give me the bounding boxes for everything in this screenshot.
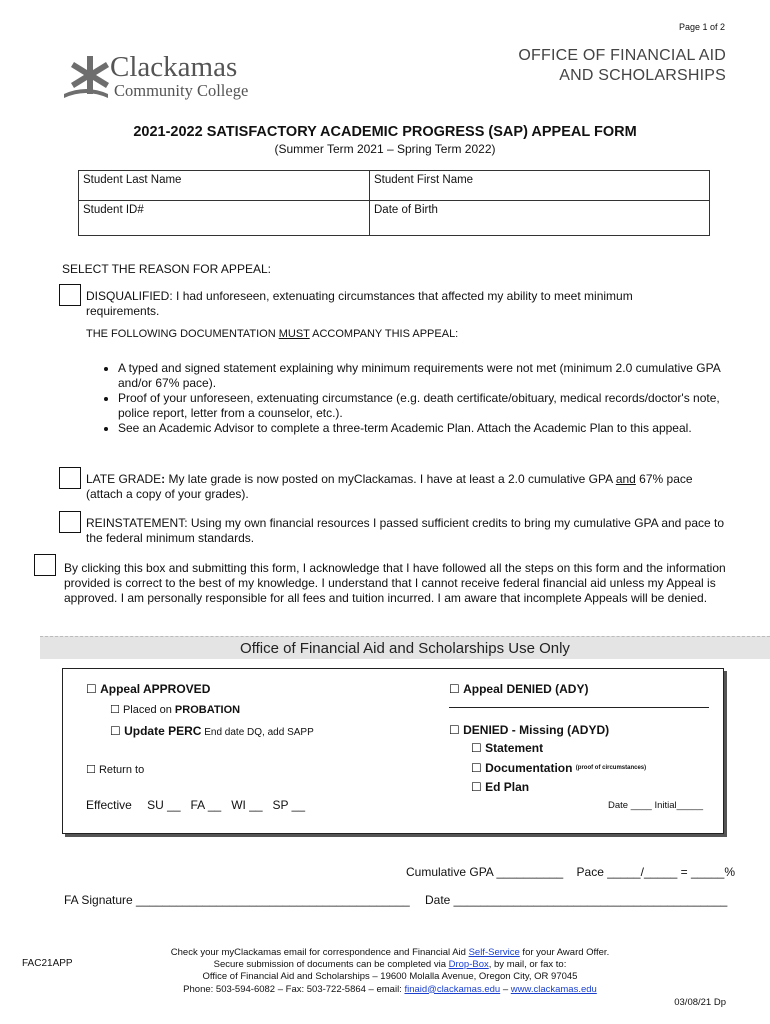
denied-missing-checkbox-icon <box>449 723 460 737</box>
statement-option[interactable] <box>471 741 543 756</box>
footer-l1-pre: Check your myClackamas email for correspondence and Financial Aid <box>170 947 469 958</box>
approved-checkbox-icon <box>86 682 97 696</box>
footer-line-3: Office of Financial Aid and Scholarships – 19600 Molalla Avenue, Oregon City, OR 97045 <box>202 971 578 983</box>
logo-sub: Community College <box>114 81 249 100</box>
denied-missing-option[interactable] <box>449 723 609 738</box>
office-header <box>518 46 726 86</box>
reinstatement-text: REINSTATEMENT: Using my own financial resources I passed sufficient credits to bring my cumulative GPA and pace to the federal minimum standards. <box>86 516 725 545</box>
documentation-label: Documentation <box>485 761 573 775</box>
return-to-checkbox-icon <box>86 764 96 776</box>
late-grade-text <box>86 472 726 502</box>
late-grade-colon: : <box>161 472 166 486</box>
footer-l2-pre: Secure submission of documents can be completed via <box>213 959 449 971</box>
first-name-label: Student First Name <box>374 174 474 186</box>
student-id-label: Student ID# <box>83 204 144 216</box>
last-name-field[interactable] <box>79 171 370 201</box>
update-perc-label: Update PERC <box>124 724 202 738</box>
doc-bullet-advisor: • See an Academic Advisor to complete a three-term Academic Plan. Attach the Academic Plan to this appeal. <box>118 421 722 436</box>
dob-field[interactable] <box>370 201 710 236</box>
office-line-1: OFFICE OF FINANCIAL AID <box>518 47 726 64</box>
ed-plan-checkbox-icon <box>471 780 482 794</box>
reinstatement-checkbox[interactable] <box>59 511 81 533</box>
doc-note-post: ACCOMPANY THIS APPEAL: <box>309 328 459 340</box>
return-to-label: Return to <box>98 764 145 776</box>
form-title: 2021-2022 SATISFACTORY ACADEMIC PROGRESS (SAP) APPEAL FORM <box>133 124 637 140</box>
probation-label: PROBATION <box>174 704 241 716</box>
footer-line-4 <box>120 984 660 996</box>
date-line[interactable]: Date _________________________________________ <box>425 893 728 907</box>
acknowledge-text: By clicking this box and submitting this form, I acknowledge that I have followed all the steps on this form and the information provided is correct to the best of my knowledge. I understand that I cannot receive federal financial aid unless my Appeal is approved. I am personally responsible for all fees and tuition incurred. I am aware that incomplete Appeals will be denied. <box>64 561 726 605</box>
footer-l4-mid: – <box>500 983 511 995</box>
ed-plan-label: Ed Plan <box>485 780 530 794</box>
office-use-only-banner: Office of Financial Aid and Scholarships Use Only <box>40 636 770 659</box>
denied-option[interactable] <box>449 682 588 697</box>
documentation-option[interactable] <box>471 761 646 776</box>
probation-checkbox-icon <box>110 704 120 716</box>
office-line-2: AND SCHOLARSHIPS <box>559 67 726 84</box>
late-grade-post: 67% pace (attach a copy of your grades). <box>86 472 693 501</box>
effective-terms: SU __ FA __ WI __ SP __ <box>147 798 306 812</box>
footer-line-2 <box>120 959 660 971</box>
late-grade-lead: LATE GRADE <box>86 472 162 486</box>
dob-label: Date of Birth <box>374 204 438 216</box>
website-link[interactable]: www.clackamas.edu <box>510 983 597 995</box>
late-grade-pre: My late grade is now posted on myClackamas. I have at least a 2.0 cumulative GPA <box>165 472 616 486</box>
select-reason-heading: SELECT THE REASON FOR APPEAL: <box>62 262 271 276</box>
footer-contact <box>120 947 660 996</box>
doc-bullet-statement: • A typed and signed statement explaining why minimum requirements were not met (minimum 2.0 cumulative GPA and/or 67% pace). <box>118 361 722 391</box>
student-id-field[interactable] <box>79 201 370 236</box>
ed-plan-option[interactable] <box>471 780 529 795</box>
logo-mark-icon <box>62 54 112 100</box>
footer-l4-pre: Phone: 503-594-6082 – Fax: 503-722-5864 – email: <box>183 983 405 995</box>
self-service-link[interactable]: Self-Service <box>468 947 520 958</box>
footer-line-1 <box>120 947 660 959</box>
statement-checkbox-icon <box>471 741 482 755</box>
denied-label: Appeal DENIED (ADY) <box>463 682 589 696</box>
effective-term <box>86 798 305 813</box>
disqualified-body: I had unforeseen, extenuating circumstances that affected my ability to meet minimum requirements. <box>86 289 633 318</box>
footer-l2-post: , by mail, or fax to: <box>488 959 567 971</box>
clackamas-logo <box>62 52 262 102</box>
probation-option[interactable] <box>110 703 240 716</box>
statement-label: Statement <box>485 741 544 755</box>
date-initial: Date ____ Initial_____ <box>608 800 704 811</box>
documentation-note-small: (proof of circumstances) <box>575 765 647 771</box>
denied-divider <box>449 707 709 708</box>
gpa-pace-line[interactable]: Cumulative GPA __________ Pace _____/_____ = _____% <box>406 865 736 879</box>
documentation-list <box>102 361 722 436</box>
approved-option[interactable] <box>86 682 210 697</box>
late-grade-checkbox[interactable] <box>59 467 81 489</box>
denied-missing-label: DENIED - Missing (ADYD) <box>463 723 610 737</box>
acknowledge-checkbox[interactable] <box>34 554 56 576</box>
effective-label: Effective <box>86 798 132 812</box>
doc-note-must: MUST <box>278 328 310 340</box>
page-number: Page 1 of 2 <box>678 22 725 32</box>
probation-pre: Placed on <box>122 704 175 716</box>
logo-name: Clackamas <box>110 51 238 83</box>
update-perc-option[interactable] <box>110 724 314 740</box>
update-perc-note: End date DQ, add SAPP <box>201 727 314 738</box>
documentation-checkbox-icon <box>471 761 482 775</box>
form-subtitle: (Summer Term 2021 – Spring Term 2022) <box>274 142 496 156</box>
fa-signature-line[interactable]: FA Signature _________________________________________ <box>64 893 410 907</box>
approved-label: Appeal APPROVED <box>100 682 211 696</box>
footer-l1-post: for your Award Offer. <box>519 947 610 958</box>
return-to-option[interactable] <box>86 763 144 776</box>
update-perc-checkbox-icon <box>110 724 121 738</box>
email-link[interactable]: finaid@clackamas.edu <box>404 983 501 995</box>
documentation-note <box>86 328 458 340</box>
disqualified-lead: DISQUALIFIED: <box>86 289 173 303</box>
last-name-label: Student Last Name <box>83 174 182 186</box>
doc-bullet-proof: • Proof of your unforeseen, extenuating circumstance (e.g. death certificate/obituary, medical records/doctor's note, police report, letter from a counselor, etc.). <box>118 391 722 421</box>
disqualified-checkbox[interactable] <box>59 284 81 306</box>
first-name-field[interactable] <box>370 171 710 201</box>
drop-box-link[interactable]: Drop-Box <box>448 959 489 971</box>
student-info-table <box>78 170 710 236</box>
version-date: 03/08/21 Dp <box>674 997 726 1008</box>
late-grade-and: and <box>615 472 636 486</box>
denied-checkbox-icon <box>449 682 460 696</box>
form-code: FAC21APP <box>22 958 73 969</box>
disqualified-text <box>86 289 706 319</box>
doc-note-pre: THE FOLLOWING DOCUMENTATION <box>86 328 279 340</box>
